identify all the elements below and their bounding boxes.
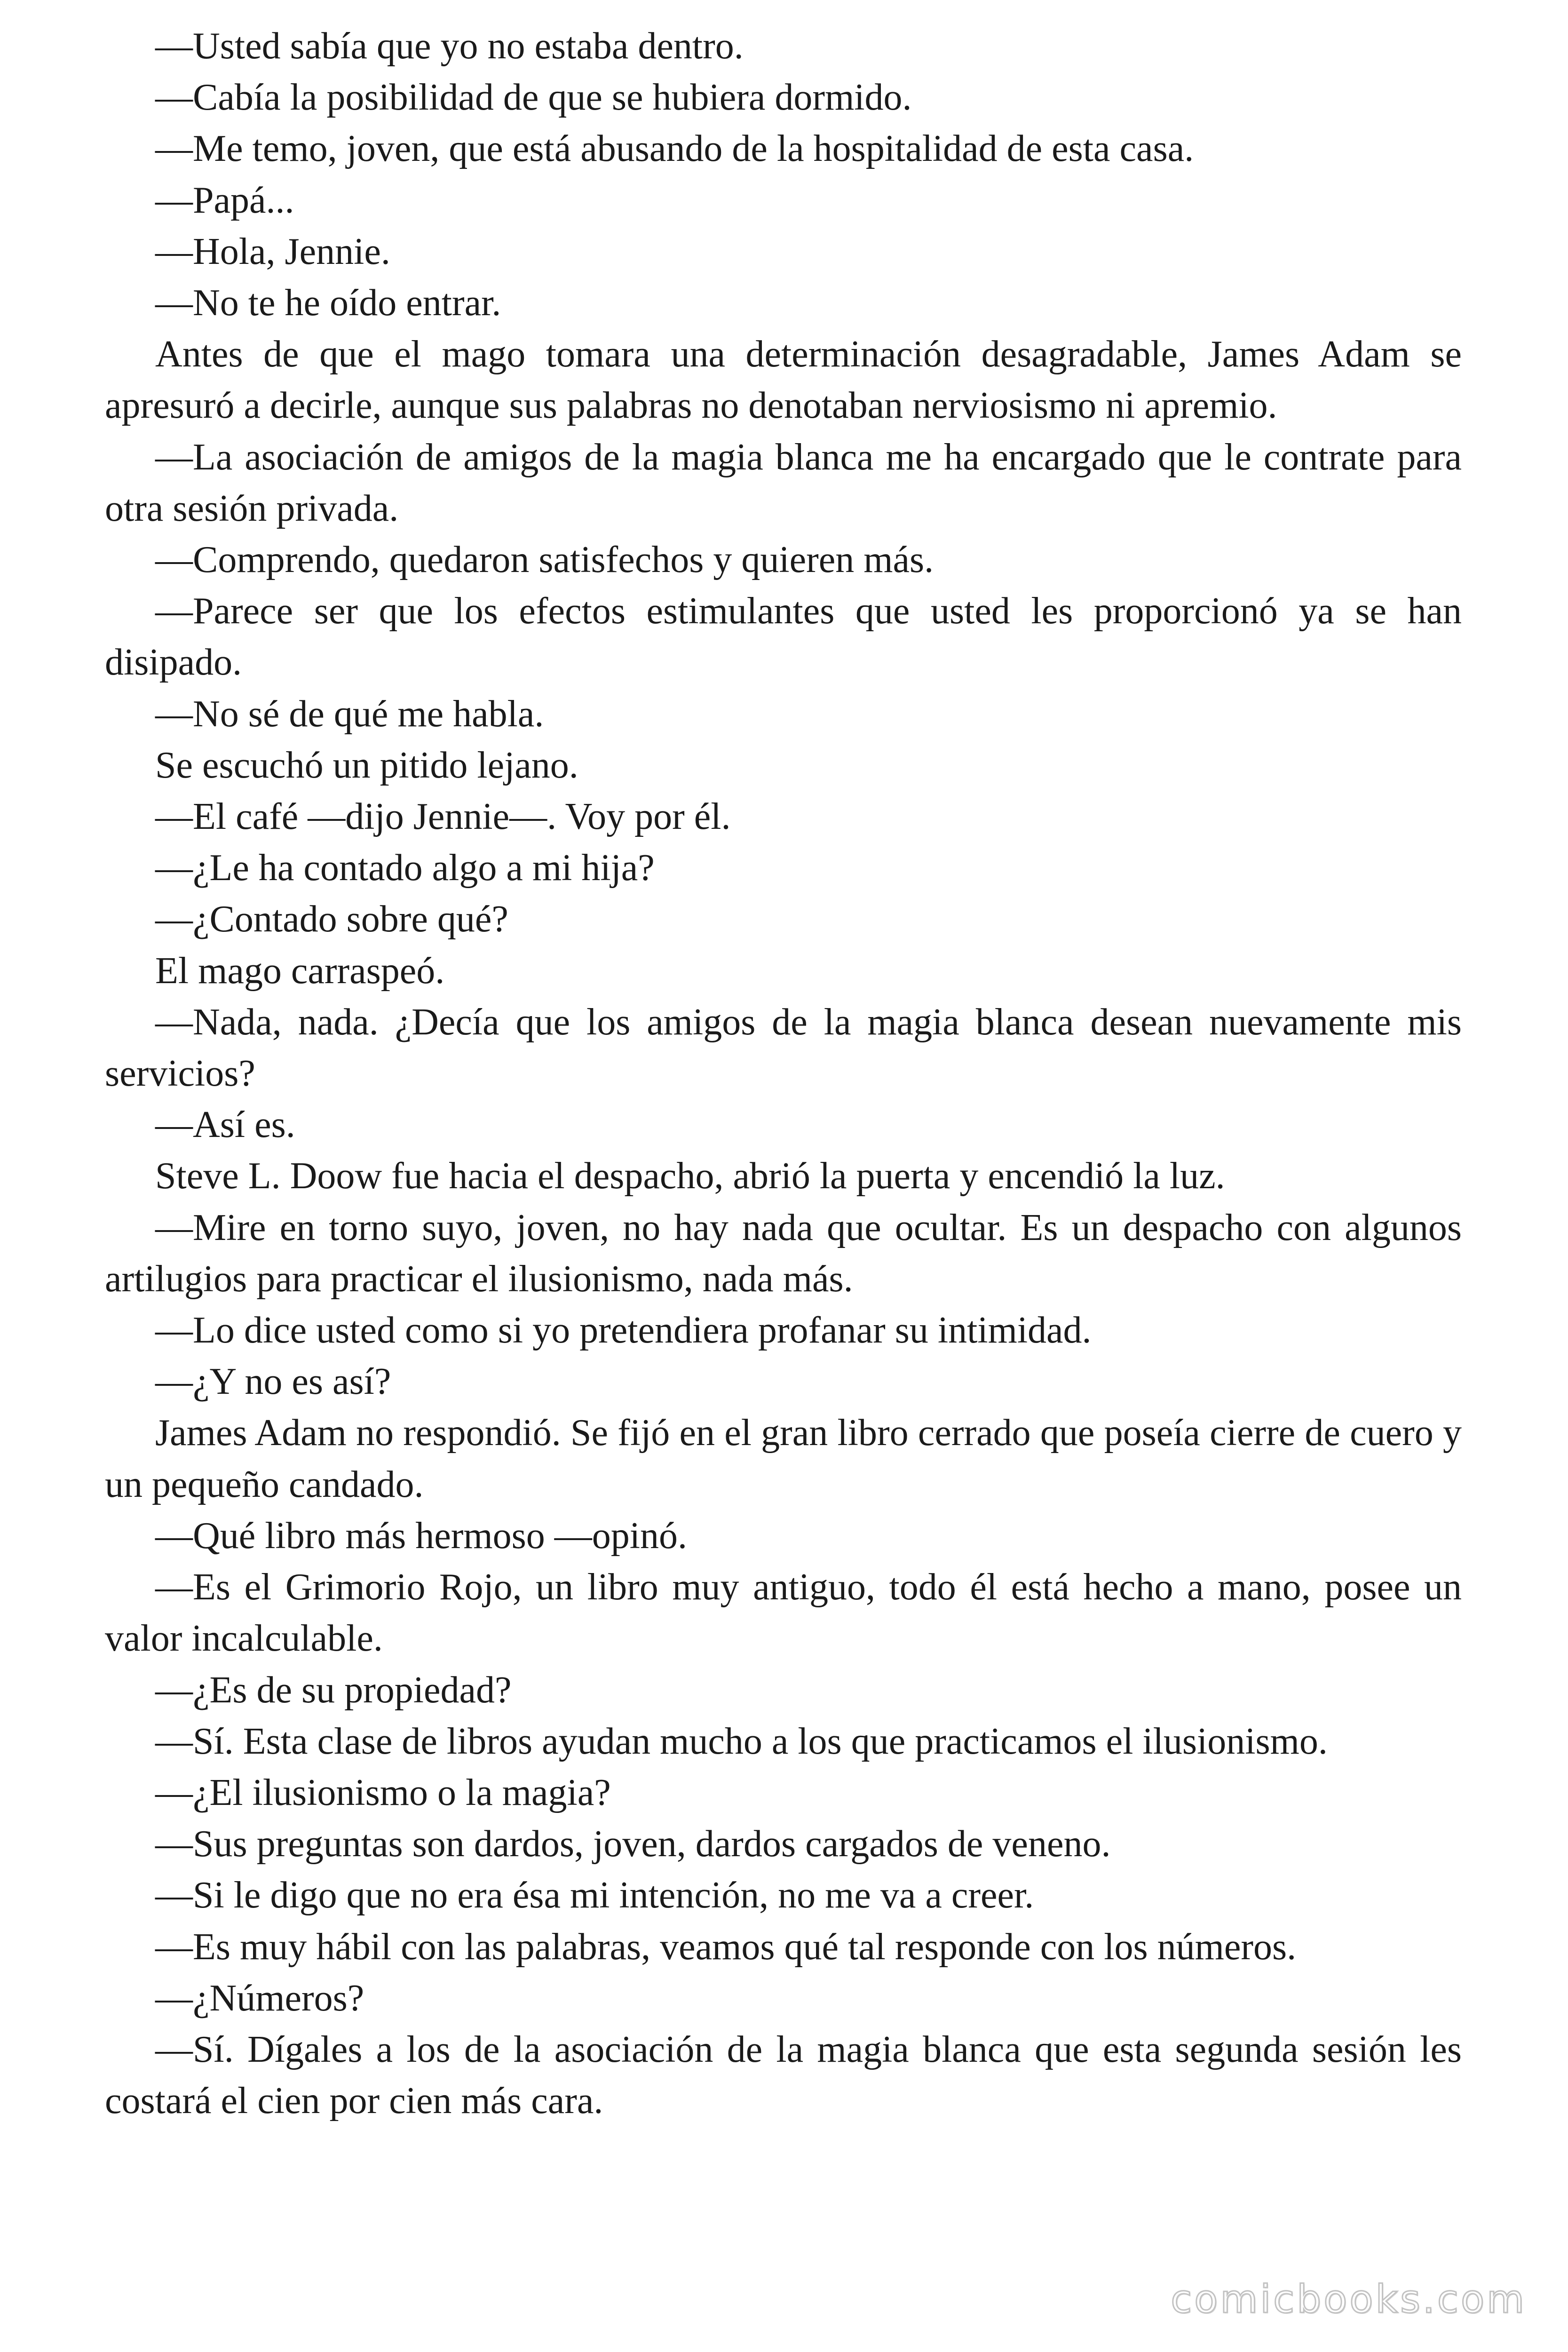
paragraph: —¿Es de su propiedad? [155, 1669, 512, 1711]
paragraph: —¿Le ha contado algo a mi hija? [155, 847, 655, 889]
paragraph: —Papá... [155, 179, 294, 221]
paragraph: —Comprendo, quedaron satisfechos y quieren más. [155, 539, 934, 581]
paragraph: —Si le digo que no era ésa mi intención, no me va a creer. [155, 1875, 1034, 1916]
page-body [105, 21, 1462, 2127]
paragraph: —Usted sabía que yo no estaba dentro. [155, 25, 744, 67]
paragraph: —Sí. Esta clase de libros ayudan mucho a los que practicamos el ilusionismo. [155, 1720, 1328, 1762]
paragraph: —La asociación de amigos de la magia blanca me ha encargado que le contrate para otra sesión privada. [105, 436, 1462, 529]
paragraph: —Sus preguntas son dardos, joven, dardos cargados de veneno. [155, 1823, 1111, 1865]
paragraph: Steve L. Doow fue hacia el despacho, abrió la puerta y encendió la luz. [155, 1155, 1225, 1197]
watermark-logo: comicbooks.com [1171, 2277, 1527, 2322]
paragraph: —Nada, nada. ¿Decía que los amigos de la magia blanca desean nuevamente mis servicios? [105, 1001, 1462, 1095]
paragraph: —¿Y no es así? [155, 1361, 391, 1403]
paragraph: —Es muy hábil con las palabras, veamos qué tal responde con los números. [155, 1926, 1297, 1968]
paragraph: —Qué libro más hermoso —opinó. [155, 1515, 687, 1557]
paragraph: —Así es. [155, 1104, 295, 1146]
paragraph: Se escuchó un pitido lejano. [155, 744, 578, 786]
paragraph: —El café —dijo Jennie—. Voy por él. [155, 796, 731, 838]
paragraph: —Es el Grimorio Rojo, un libro muy antiguo, todo él está hecho a mano, posee un valor incalculable. [105, 1566, 1462, 1660]
paragraph: —Cabía la posibilidad de que se hubiera dormido. [155, 77, 912, 119]
paragraph: Antes de que el mago tomara una determinación desagradable, James Adam se apresuró a decirle, aunque sus palabras no denotaban nerviosismo ni apremio. [105, 334, 1462, 427]
paragraph: El mago carraspeó. [155, 950, 445, 992]
paragraph: —Me temo, joven, que está abusando de la hospitalidad de esta casa. [155, 128, 1194, 170]
paragraph: —¿Contado sobre qué? [155, 898, 508, 940]
paragraph: —Parece ser que los efectos estimulantes que usted les proporcionó ya se han disipado. [105, 590, 1462, 683]
paragraph: —Sí. Dígales a los de la asociación de la magia blanca que esta segunda sesión les costará el cien por cien más cara. [105, 2028, 1462, 2122]
paragraph: James Adam no respondió. Se fijó en el gran libro cerrado que poseía cierre de cuero y un pequeño candado. [105, 1412, 1462, 1505]
paragraph: —¿Números? [155, 1977, 364, 2019]
paragraph: —Mire en torno suyo, joven, no hay nada que ocultar. Es un despacho con algunos artilugios para practicar el ilusionismo, nada más. [105, 1207, 1462, 1300]
paragraph: —¿El ilusionismo o la magia? [155, 1772, 611, 1813]
paragraph: —Hola, Jennie. [155, 230, 390, 272]
paragraph: —No te he oído entrar. [155, 282, 501, 324]
paragraph: —Lo dice usted como si yo pretendiera profanar su intimidad. [155, 1310, 1092, 1351]
paragraph: —No sé de qué me habla. [155, 693, 544, 735]
